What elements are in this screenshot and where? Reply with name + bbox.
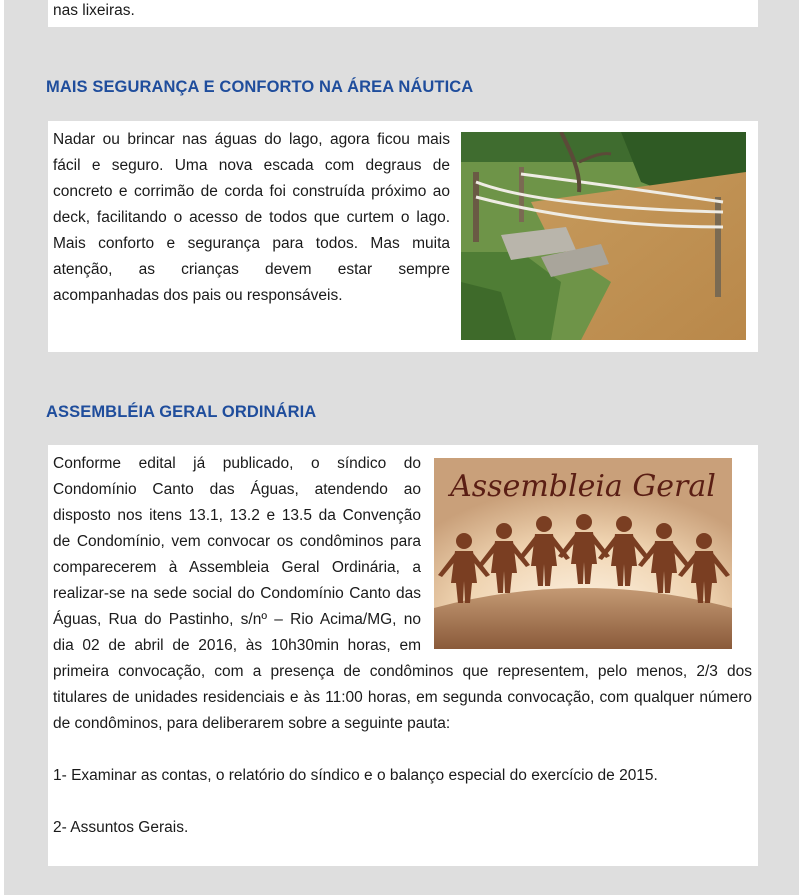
previous-article-box — [48, 0, 758, 27]
paragraph-spacer — [53, 737, 752, 763]
nautica-heading: MAIS SEGURANÇA E CONFORTO NA ÁREA NÁUTICA — [46, 78, 474, 96]
assembleia-article-box — [48, 445, 758, 866]
assembleia-content — [53, 451, 752, 841]
nautica-body-text: Nadar ou brincar nas águas do lago, agora ficou mais fácil e seguro. Uma nova escada com degraus de concreto e corrimão de corda foi construída próximo ao deck, facilitando o acesso de todos que curtem o lago. Mais conforto e segurança para todos. Mas muita atenção, as crianças devem estar sempre acompanhadas dos pais ou responsáveis. — [53, 131, 450, 304]
assembleia-geral-illustration — [434, 458, 732, 649]
assembleia-body-text: Conforme edital já publicado, o síndico do Condomínio Canto das Águas, atendendo ao disposto nos itens 13.1, 13.2 e 13.5 da Convenção de Condomínio, vem convocar os condôminos para comparecerem à Assembleia Geral Ordinária, a realizar-se na sede social do Condomínio Canto das Águas, Rua do Pastinho, s/nº – Rio Acima/MG, no dia 02 de abril de 2016, às 10h30min horas, em primeira convocação, com a presença de condôminos que representem, pelo menos, 2/3 dos titulares de unidades residenciais e às 11:00 horas, em segunda convocação, com qualquer número de condôminos, para deliberarem sobre a seguinte pauta: — [53, 455, 752, 732]
lake-stairs-photo — [461, 132, 746, 340]
pauta-item-1: 1- Examinar as contas, o relatório do síndico e o balanço especial do exercício de 2015. — [53, 767, 658, 784]
previous-article-tail-text: nas lixeiras. — [53, 2, 135, 19]
illustration-title: Assembleia Geral — [450, 469, 716, 504]
nautica-article-box — [48, 121, 758, 352]
paragraph-spacer — [53, 789, 752, 815]
assembleia-heading: ASSEMBLÉIA GERAL ORDINÁRIA — [46, 403, 317, 421]
pauta-item-2: 2- Assuntos Gerais. — [53, 819, 189, 836]
